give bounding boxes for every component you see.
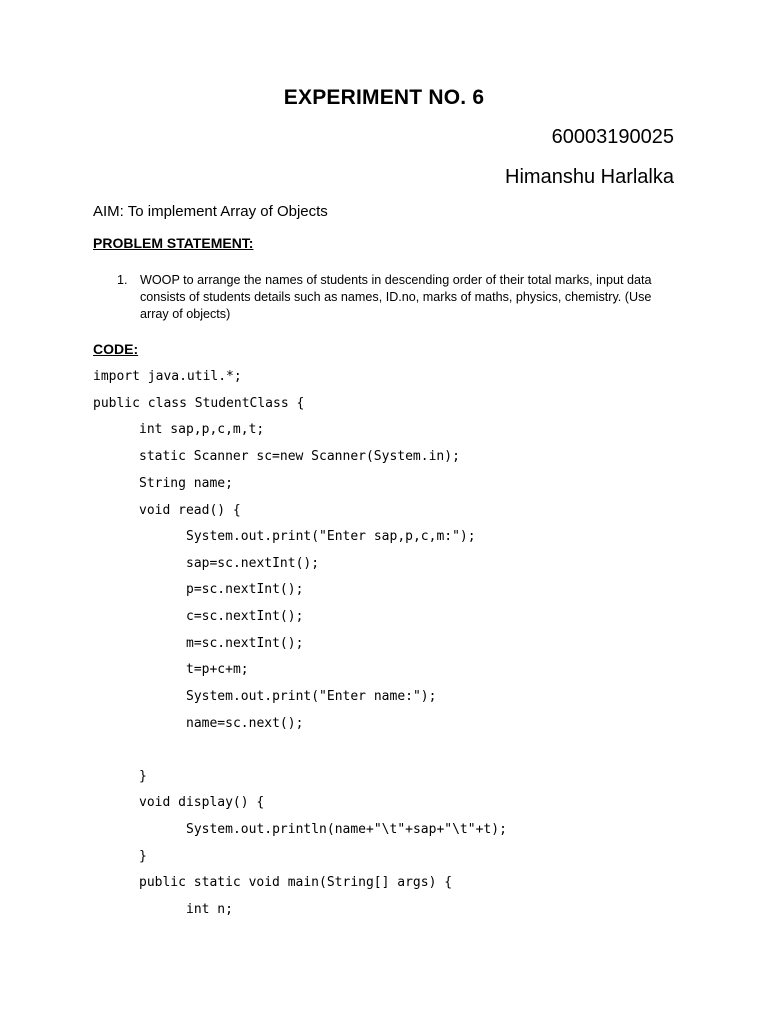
experiment-title: EXPERIMENT NO. 6 — [283, 86, 485, 109]
code-line: System.out.print("Enter name:"); — [186, 689, 437, 704]
problem-number: 1. — [117, 273, 128, 287]
code-line: static Scanner sc=new Scanner(System.in); — [139, 449, 460, 464]
code-line: System.out.println(name+"\t"+sap+"\t"+t); — [186, 822, 507, 837]
author-name: Himanshu Harlalka — [505, 166, 674, 188]
problem-statement-heading: PROBLEM STATEMENT: — [93, 235, 254, 251]
code-line: System.out.print("Enter sap,p,c,m:"); — [186, 529, 476, 544]
code-line: void display() { — [139, 795, 265, 810]
code-line: } — [139, 769, 147, 784]
code-line: String name; — [139, 476, 233, 491]
code-line: } — [139, 849, 147, 864]
code-line: int sap,p,c,m,t; — [139, 422, 265, 437]
code-line: int n; — [186, 902, 233, 917]
code-line: sap=sc.nextInt(); — [186, 556, 320, 571]
code-line: import java.util.*; — [93, 369, 242, 384]
code-line: public static void main(String[] args) { — [139, 875, 453, 890]
code-line: p=sc.nextInt(); — [186, 582, 304, 597]
code-line: void read() { — [139, 503, 241, 518]
problem-text: WOOP to arrange the names of students in descending order of their total marks, input data consists of students details such as names, ID.no, marks of maths, physics, chemistry. (Use array of objects) — [140, 273, 652, 321]
code-line: name=sc.next(); — [186, 716, 304, 731]
code-line: m=sc.nextInt(); — [186, 636, 304, 651]
code-line: t=p+c+m; — [186, 662, 249, 677]
code-heading: CODE: — [93, 341, 139, 357]
roll-number: 60003190025 — [551, 126, 674, 148]
code-line: c=sc.nextInt(); — [186, 609, 304, 624]
code-line: public class StudentClass { — [93, 396, 305, 411]
aim-statement: AIM: To implement Array of Objects — [93, 203, 328, 220]
